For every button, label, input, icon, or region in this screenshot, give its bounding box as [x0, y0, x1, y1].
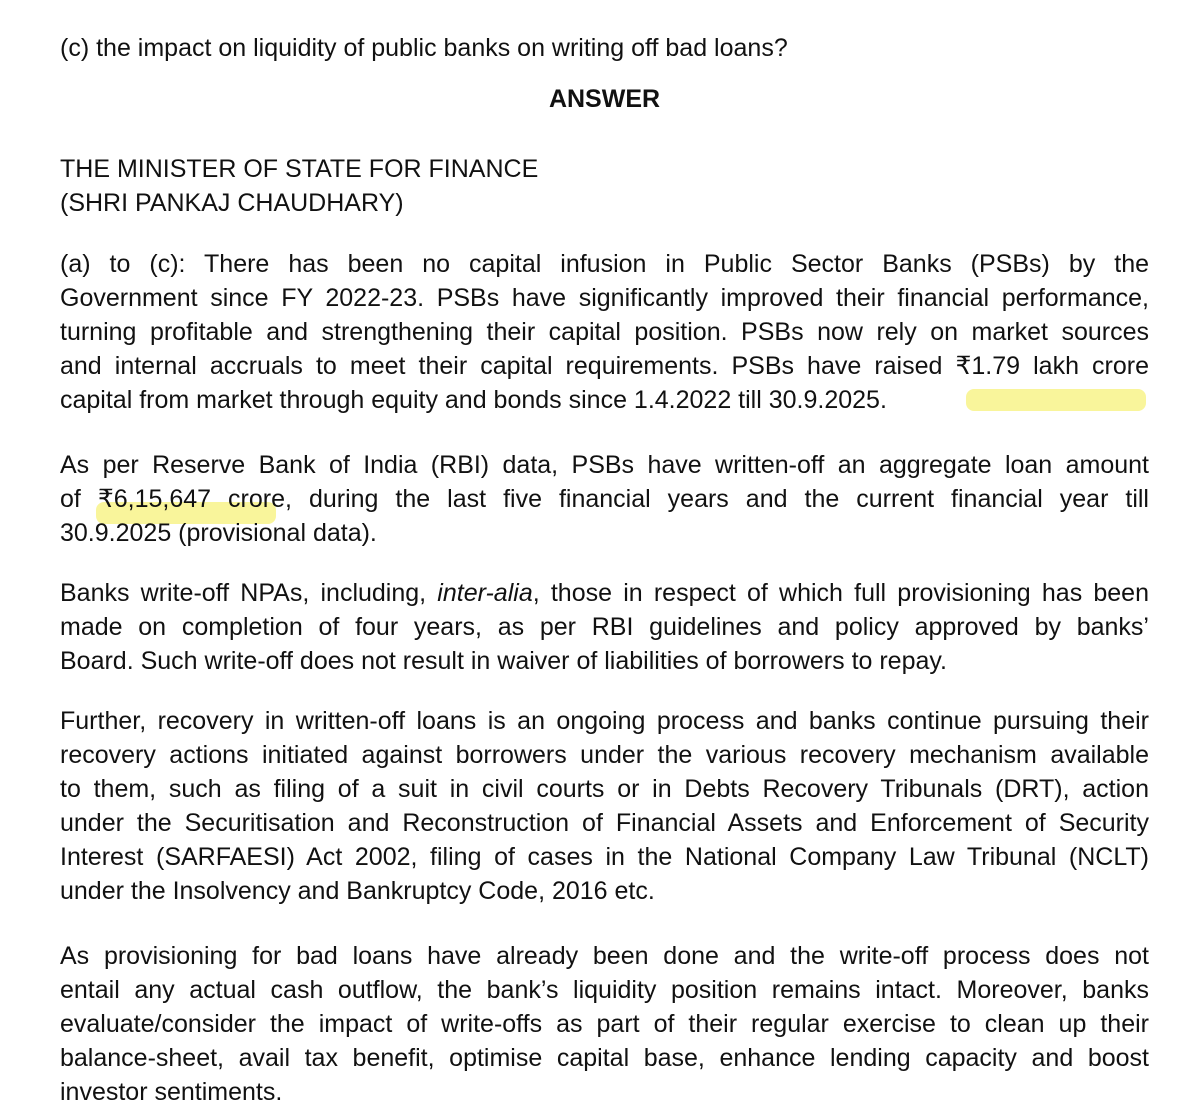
- paragraph-line: to them, such as filing of a suit in civil courts or in Debts Recovery Tribunals (DRT), action: [60, 775, 1149, 803]
- emphasis-inter-alia: inter-alia: [437, 579, 533, 607]
- paragraph-liquidity: [60, 939, 1149, 1109]
- paragraph-line: capital from market through equity and bonds since 1.4.2022 till 30.9.2025.: [60, 386, 887, 414]
- paragraph-line: under the Insolvency and Bankruptcy Code, 2016 etc.: [60, 877, 655, 905]
- paragraph-line: (a) to (c): There has been no capital infusion in Public Sector Banks (PSBs) by the: [60, 250, 1149, 278]
- paragraph-line: As per Reserve Bank of India (RBI) data, PSBs have written-off an aggregate loan amount: [60, 451, 1149, 479]
- paragraph-rbi-data: [60, 448, 1149, 550]
- paragraph-line: entail any actual cash outflow, the bank’s liquidity position remains intact. Moreover, banks: [60, 976, 1149, 1004]
- paragraph-line: turning profitable and strengthening their capital position. PSBs now rely on market sources: [60, 318, 1149, 346]
- paragraph-line: of ₹6,15,647 crore, during the last five financial years and the current financial year till: [60, 485, 1149, 513]
- minister-name: (SHRI PANKAJ CHAUDHARY): [60, 189, 404, 217]
- text-run: Banks write-off NPAs, including,: [60, 579, 438, 607]
- paragraph-line: evaluate/consider the impact of write-offs as part of their regular exercise to clean up their: [60, 1010, 1149, 1038]
- minister-title: THE MINISTER OF STATE FOR FINANCE: [60, 155, 539, 183]
- paragraph-capital-infusion: [60, 247, 1149, 417]
- paragraph-line: and internal accruals to meet their capital requirements. PSBs have raised ₹1.79 lakh crore: [60, 352, 1149, 380]
- paragraph-line: [60, 576, 1149, 610]
- paragraph-line: under the Securitisation and Reconstruction of Financial Assets and Enforcement of Security: [60, 809, 1149, 837]
- question-c: (c) the impact on liquidity of public banks on writing off bad loans?: [60, 34, 788, 62]
- paragraph-line: Government since FY 2022-23. PSBs have significantly improved their financial performance,: [60, 284, 1149, 312]
- paragraph-line: Interest (SARFAESI) Act 2002, filing of cases in the National Company Law Tribunal (NCLT): [60, 843, 1149, 871]
- paragraph-line: recovery actions initiated against borrowers under the various recovery mechanism available: [60, 741, 1149, 769]
- paragraph-line: Further, recovery in written-off loans is an ongoing process and banks continue pursuing their: [60, 707, 1149, 735]
- text-run: , those in respect of which full provisioning has been: [532, 579, 1149, 607]
- minister-block: [60, 152, 538, 220]
- paragraph-write-off-npas: [60, 576, 1149, 678]
- answer-heading: ANSWER: [548, 85, 661, 113]
- paragraph-line: balance-sheet, avail tax benefit, optimise capital base, enhance lending capacity and boost: [60, 1044, 1149, 1072]
- paragraph-line: investor sentiments.: [60, 1078, 283, 1106]
- paragraph-line: made on completion of four years, as per RBI guidelines and policy approved by banks’: [60, 613, 1149, 641]
- paragraph-line: 30.9.2025 (provisional data).: [60, 519, 377, 547]
- paragraph-recovery: [60, 704, 1149, 908]
- paragraph-line: Board. Such write-off does not result in waiver of liabilities of borrowers to repay.: [60, 647, 947, 675]
- paragraph-line: As provisioning for bad loans have already been done and the write-off process does not: [60, 942, 1149, 970]
